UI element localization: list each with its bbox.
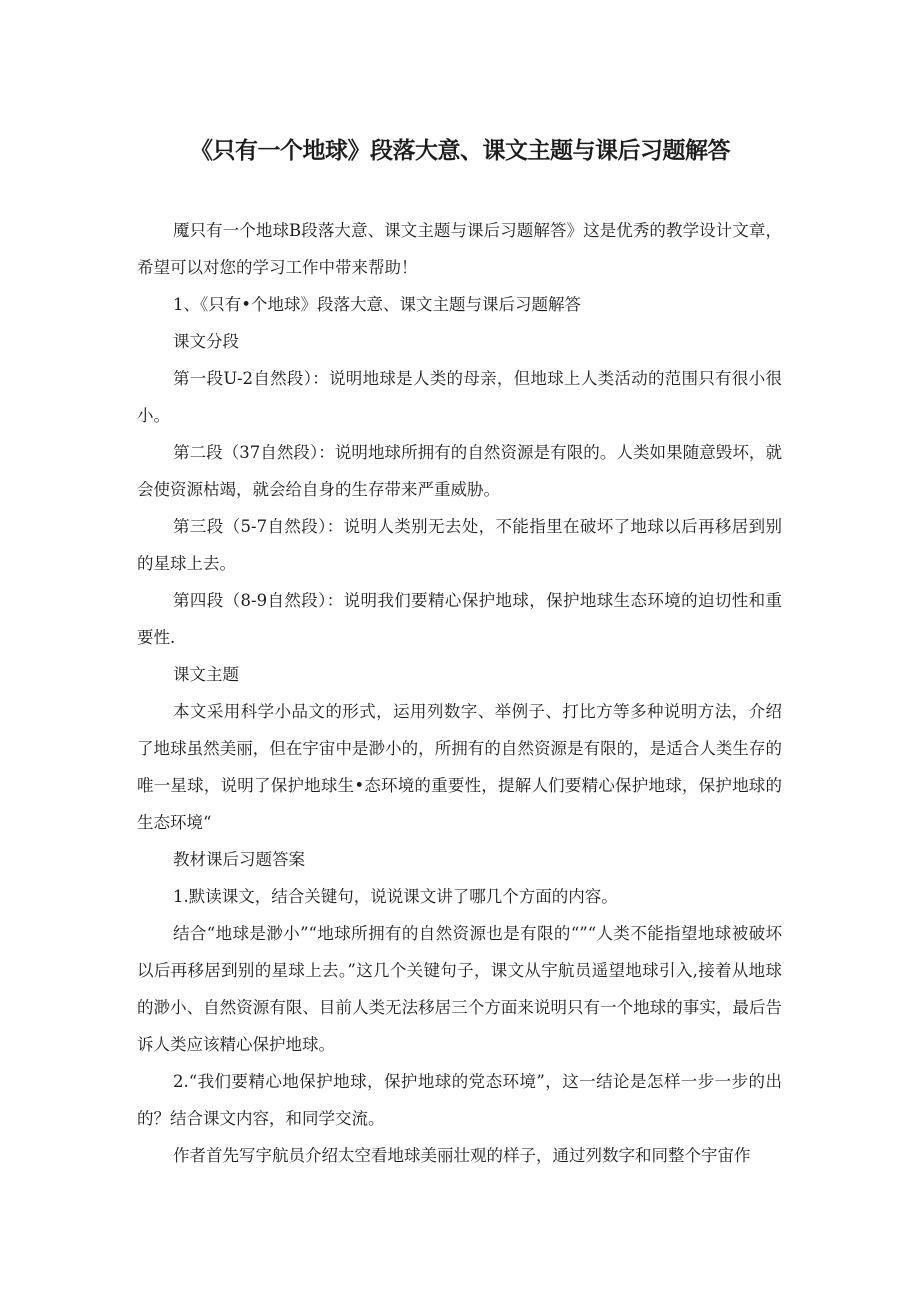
subheading-segmentation: 课文分段: [173, 332, 239, 351]
segment-paragraph-3: 第三段（5-7自然段）：说明人类别无去处，不能指里在破坏了地球以后再移居到别的星球上去。: [137, 517, 782, 573]
segment-paragraph-2: 第二段（37自然段）：说明地球所拥有的自然资源是有限的。人类如果随意毁坏，就会使资源枯竭，就会给自身的生存带来严重威胁。: [137, 443, 782, 499]
answer-1: 结合“地球是渺小”“地球所拥有的自然资源也是有限的“”“人类不能指望地球被破坏以后再移居到别的星球上去。”这几个关键句子，课文从宇航员遥望地球引入,接着从地球的渺小、自然资源有限、目前人类无法移居三个方面来说明只有一个地球的事实，最后告诉人类应该精心保护地球。: [137, 924, 782, 1054]
subheading-answers: 教材课后习题答案: [173, 850, 305, 869]
segment-paragraph-1: 第一段U-2自然段）：说明地球是人类的母亲，但地球上人类活动的范围只有很小很小。: [137, 369, 782, 425]
theme-paragraph: 本文采用科学小品文的形式，运用列数字、举例子、打比方等多种说明方法，介绍了地球虽然美丽，但在宇宙中是渺小的，所拥有的自然资源是有限的，是适合人类生存的唯一星球，说明了保护地球生•态环境的重要性，提解人们要精心保护地球，保护地球的生态环境“: [137, 702, 782, 832]
section-heading: 1、《只有•个地球》段落大意、课文主题与课后习题解答: [173, 295, 581, 314]
question-1: 1.默读课文，结合关键句，说说课文讲了哪几个方面的内容。: [173, 887, 618, 906]
question-2: 2.“我们要精心地保护地球，保护地球的党态环境”，这一结论是怎样一步一步的出的？结合课文内容，和同学交流。: [137, 1072, 782, 1128]
answer-2: 作者首先写宇航员介绍太空看地球美丽壮观的样子，通过列数字和同整个宇宙作: [173, 1146, 751, 1165]
document-body: [137, 212, 782, 1174]
document-title: 《只有一个地球》段落大意、课文主题与课后习题解答: [190, 138, 730, 164]
intro-paragraph: 魇只有一个地球B段落大意、课文主题与课后习题解答》这是优秀的教学设计文章，希望可以对您的学习工作中带来帮助！: [137, 221, 782, 277]
subheading-theme: 课文主题: [173, 665, 239, 684]
segment-paragraph-4: 第四段（8-9自然段）：说明我们要精心保护地球，保护地球生态环境的迫切性和重要性.: [137, 591, 782, 647]
